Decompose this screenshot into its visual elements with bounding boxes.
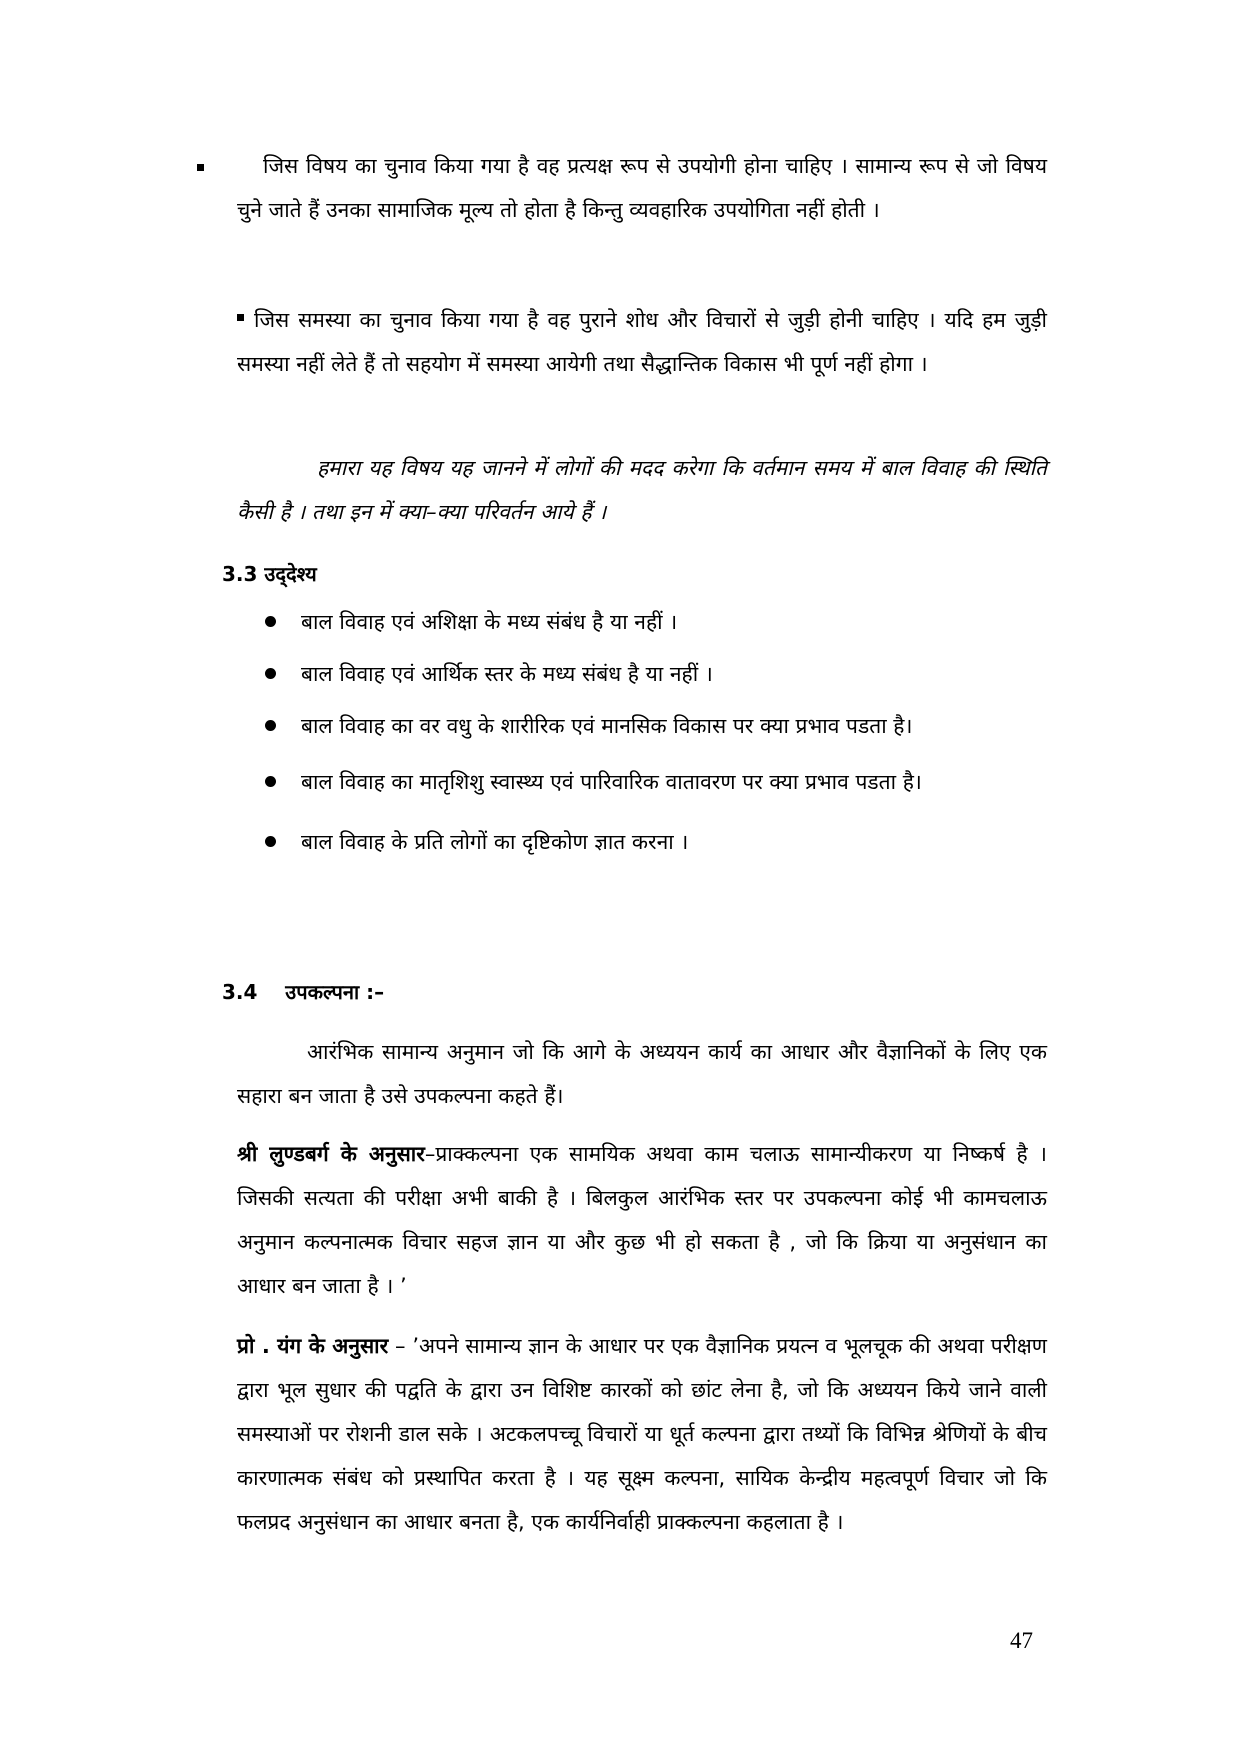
paragraph-topic-usefulness: जिस विषय का चुनाव किया गया है वह प्रत्यक्ष रूप से उपयोगी होना चाहिए । सामान्य रूप से जो विषय चुने जाते हैं उनका सामाजिक मूल्य तो होता है किन्तु व्यवहारिक उपयोगिता नहीं होती । [237,154,1047,222]
bullet-dot-icon [265,776,276,787]
list-item [265,652,1055,696]
list-item-text: बाल विवाह के प्रति लोगों का दृष्टिकोण ज्ञात करना । [301,830,689,854]
list-item-text: बाल विवाह एवं आर्थिक स्तर के मध्य संबंध है या नहीं । [301,662,713,686]
bullet-dot-icon [265,836,276,847]
list-item [265,704,1055,748]
author-lead-young: प्रो . यंग के अनुसार [237,1334,389,1358]
square-bullet-icon [197,164,204,171]
objectives-list [265,600,1055,864]
list-item [265,600,1055,644]
author-lead-lundberg: श्री लुण्डबर्ग के अनुसार [237,1142,425,1166]
bullet-dot-icon [265,616,276,627]
page-number: 47 [1010,1628,1033,1653]
paragraph-hypothesis-definition: आरंभिक सामान्य अनुमान जो कि आगे के अध्ययन कार्य का आधार और वैज्ञानिकों के लिए एक सहारा बन जाता है उसे उपकल्पना कहते हैं। [237,1040,1047,1108]
list-item-text: बाल विवाह एवं अशिक्षा के मध्य संबंध है या नहीं । [301,610,678,634]
section-heading-hypothesis: 3.4 उपकल्पना :– [222,980,385,1004]
list-item-text: बाल विवाह का मातृशिशु स्वास्थ्य एवं पारिवारिक वातावरण पर क्या प्रभाव पडता है। [301,770,922,794]
paragraph-text: जिस समस्या का चुनाव किया गया है वह पुराने शोध और विचारों से जुड़ी होनी चाहिए । यदि हम जुड़ी समस्या नहीं लेते हैं तो सहयोग में समस्या आयेगी तथा सैद्धान्तिक विकास भी पूर्ण नहीं होगा । [237,308,1047,376]
section-heading-objectives: 3.3 उद्‌देश्य [222,562,317,586]
paragraph-young-definition [237,1324,1047,1544]
bullet-dot-icon [265,720,276,731]
paragraph-topic-related-research [237,298,1047,386]
bullet-dot-icon [265,668,276,679]
list-item [265,760,1055,804]
paragraph-study-purpose: हमारा यह विषय यह जानने में लोगों की मदद करेगा कि वर्तमान समय में बाल विवाह की स्थिति कैसी है । तथा इन में क्या–क्या परिवर्तन आये हैं । [237,456,1047,524]
quote-text: – ’अपने सामान्य ज्ञान के आधार पर एक वैज्ञानिक प्रयत्न व भूलचूक की अथवा परीक्षण द्वारा भूल सुधार की पद्वति के द्वारा उन विशिष्ट कारकों को छांट लेना है, जो कि अध्ययन किये जाने वाली समस्याओं पर रोशनी डाल सके । अटकलपच्चू विचारों या धूर्त कल्पना द्वारा तथ्यों कि विभिन्न श्रेणियों के बीच कारणात्मक संबंध को प्रस्थापित करता है । यह सूक्ष्म कल्पना, सायिक केन्द्रीय महत्वपूर्ण विचार जो कि फलप्रद अनुसंधान का आधार बनता है, एक कार्यनिर्वाही प्राक्कल्पना कहलाता है । [237,1334,1047,1534]
square-bullet-icon [237,314,244,321]
list-item-text: बाल विवाह का वर वधु के शारीरिक एवं मानसिक विकास पर क्या प्रभाव पडता है। [301,714,913,738]
quote-text: –प्राक्कल्पना एक सामयिक अथवा काम चलाऊ सामान्यीकरण या निष्कर्ष है । जिसकी सत्यता की परीक्षा अभी बाकी है । बिलकुल आरंभिक स्तर पर उपकल्पना कोई भी कामचलाऊ अनुमान कल्पनात्मक विचार सहज ज्ञान या और कुछ भी हो सकता है , जो कि क्रिया या अनुसंधान का आधार बन जाता है । ’ [237,1142,1047,1298]
paragraph-lundberg-definition [237,1132,1047,1308]
list-item [265,820,1055,864]
